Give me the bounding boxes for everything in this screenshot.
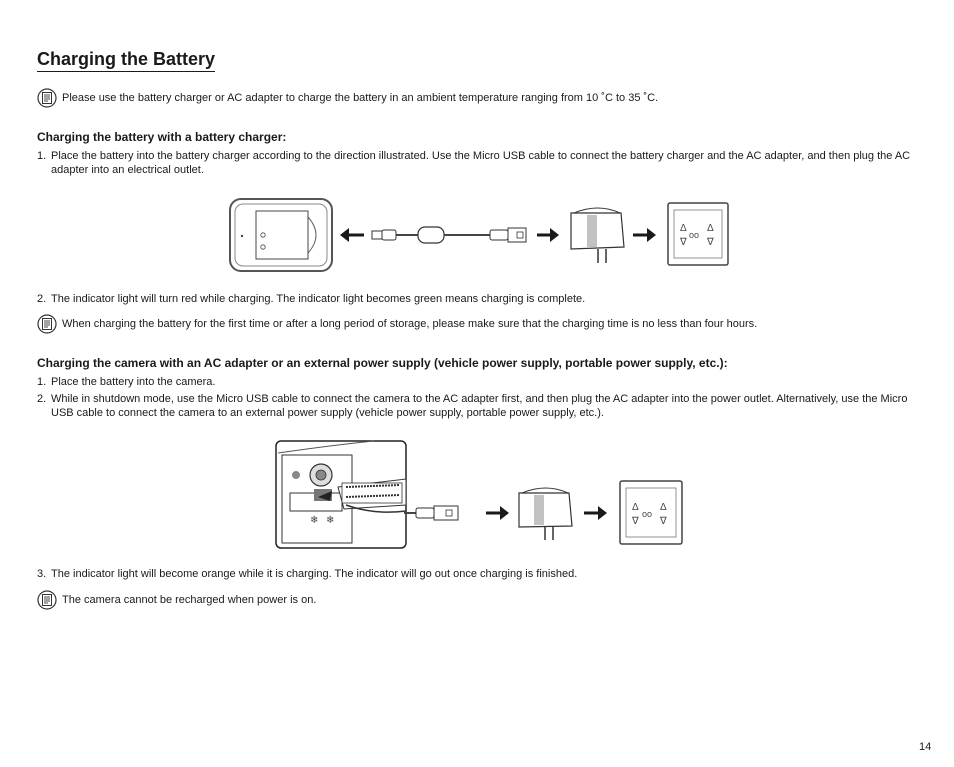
camera-charging-illustration [274,439,686,551]
arrow-icon [633,228,656,242]
step-item [37,375,917,389]
step-item [37,149,917,177]
arrow-icon [584,506,607,520]
section-heading-charger: Charging the battery with a battery charger: [37,130,287,144]
ac-adapter-icon [571,208,624,263]
section-heading-camera: Charging the camera with an AC adapter or an external power supply (vehicle power supply, portable power supply, etc.): [37,356,728,370]
step-item [37,292,917,306]
memo-icon [37,314,57,334]
step-item [37,567,917,581]
step-item [37,392,917,420]
camera-battery-slot-icon [276,441,406,548]
note-text: The camera cannot be recharged when power is on. [62,594,317,606]
svg-text:∇: ∇ [707,237,714,248]
svg-text:oo: oo [642,509,653,519]
battery-charger-icon [230,199,332,271]
memo-icon [37,590,57,610]
ac-adapter-icon [519,488,572,540]
page-number: 14 [919,741,932,753]
svg-text:❄: ❄ [326,515,335,526]
step-number: 3. [37,568,47,580]
power-outlet-icon [668,203,728,265]
svg-text:oo: oo [689,230,700,240]
svg-text:∇: ∇ [660,516,667,527]
svg-text:Δ: Δ [660,502,667,513]
step-number: 2. [37,293,47,305]
svg-text:∇: ∇ [632,516,639,527]
power-on-note [37,590,316,610]
memo-icon [37,88,57,108]
arrow-icon [486,506,509,520]
note-text: Please use the battery charger or AC adapter to charge the battery in an ambient temperature ranging from 10 ˚C to 35 ˚C. [62,92,659,104]
svg-text:❄: ❄ [310,515,319,526]
charger-illustration [228,197,732,273]
note-text: When charging the battery for the first time or after a long period of storage, please make sure that the charging time is no less than four hours. [62,318,758,330]
step-text: While in shutdown mode, use the Micro USB cable to connect the camera to the AC adapter first, and then plug the AC adapter into the power outlet. Alternatively, use the Micro USB cable to connect the camera to an external power supply (vehicle power supply, portable power supply, etc.). [51,393,908,419]
step-text: Place the battery into the battery charger according to the direction illustrated. Use the Micro USB cable to connect the battery charger and the AC adapter, and then plug the AC adapter into an electrical outlet. [51,150,911,176]
power-outlet-icon [620,481,682,544]
svg-text:∇: ∇ [680,237,687,248]
svg-text:Δ: Δ [680,223,687,234]
arrow-icon [340,228,364,242]
step-number: 2. [37,393,47,405]
usb-cable-icon [372,227,526,243]
step-text: The indicator light will become orange while it is charging. The indicator will go out once charging is finished. [51,568,578,580]
step-number: 1. [37,150,47,162]
arrow-icon [537,228,559,242]
first-charge-note [37,314,757,334]
page-title: Charging the Battery [37,48,215,72]
svg-text:Δ: Δ [632,502,639,513]
step-number: 1. [37,376,47,388]
usb-cable-icon [404,506,458,520]
step-text: The indicator light will turn red while charging. The indicator light becomes green means charging is complete. [51,293,586,305]
svg-text:Δ: Δ [707,223,714,234]
step-text: Place the battery into the camera. [51,376,216,388]
temperature-note [37,88,658,108]
